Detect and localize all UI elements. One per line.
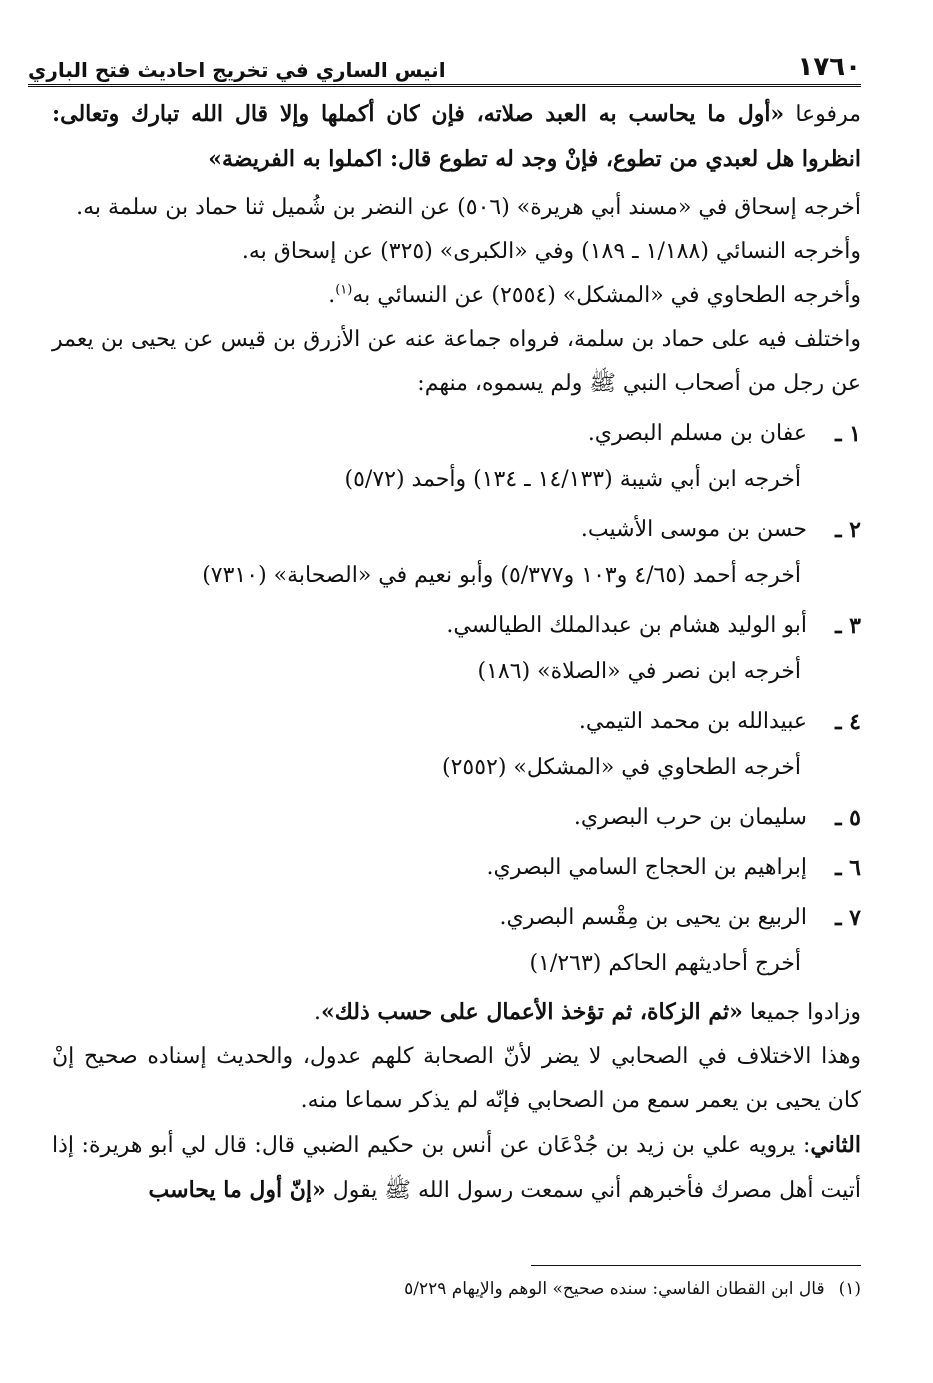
narrators-list — [52, 412, 861, 986]
paragraph-ikhtilaf: واختلف فيه على حماد بن سلمة، فرواه جماعة عنه عن الأزرق بن قيس عن يحيى بن يعمر عن رجل من أصحاب النبي ﷺ ولم يسموه، منهم: — [52, 327, 861, 396]
item-name: سليمان بن حرب البصري. — [573, 805, 807, 830]
list-item — [52, 846, 861, 890]
footnote-marker: (١) — [838, 1279, 861, 1299]
item-source: أخرجه ابن نصر في «الصلاة» (١٨٦) — [477, 659, 801, 684]
paragraph-second-route: الثاني: يرويه علي بن زيد بن جُدْعَان عن أنس بن حكيم الضبي قال: قال لي أبو هريرة: إذا أتيت أهل مصرك فأخبرهم أني سمعت رسول الله ﷺ يقول «إنّ أول ما يحاسب — [52, 1132, 861, 1203]
paragraph-hadith: مرفوعا «أول ما يحاسب به العبد صلاته، فإن كان أكملها وإلا قال الله تبارك وتعالى: انظروا هل لعبدي من تطوع، فإنْ وجد له تطوع قال: اكملوا به الفريضة» — [52, 101, 861, 172]
paragraph-takhrij-2: وأخرجه النسائي (١/١٨٨ ـ ١٨٩) وفي «الكبرى» (٣٢٥) عن إسحاق به. — [241, 239, 861, 264]
list-item — [52, 412, 861, 456]
item-number: ٥ ـ — [835, 805, 861, 831]
paragraph-grading: وهذا الاختلاف في الصحابي لا يضر لأنّ الصحابة كلهم عدول، والحديث إسناده صحيح إنْ كان يحيى بن يعمر سمع من الصحابي فإنّه لم يذكر سماعا منه. — [52, 1044, 861, 1113]
item-name: الربيع بن يحيى بن مِقْسم البصري. — [499, 905, 807, 930]
running-title: انيس الساري في تخريج احاديث فتح الباري — [28, 58, 446, 82]
item-source: أخرجه ابن أبي شيبة (١٤/١٣٣ ـ ١٣٤) وأحمد (٥/٧٢) — [344, 467, 801, 492]
footnote — [52, 1275, 861, 1303]
page-number: ١٧٦٠ — [797, 52, 861, 82]
item-number: ٦ ـ — [835, 855, 861, 881]
item-source: أخرجه أحمد (٤/٦٥ و١٠٣ و٥/٣٧٧) وأبو نعيم في «الصحابة» (٧٣١٠) — [202, 563, 801, 588]
item-name: إبراهيم بن الحجاج السامي البصري. — [486, 855, 807, 880]
main-text — [52, 92, 861, 1213]
page-header — [28, 38, 861, 82]
list-item — [52, 508, 861, 552]
item-source: أخرجه الطحاوي في «المشكل» (٢٥٥٢) — [441, 755, 801, 780]
list-item — [52, 896, 861, 940]
list-item — [52, 796, 861, 840]
item-source: أخرج أحاديثهم الحاكم (١/٢٦٣) — [529, 951, 801, 976]
item-name: عفان بن مسلم البصري. — [587, 421, 807, 446]
list-item — [52, 700, 861, 744]
header-rule — [28, 84, 861, 87]
item-name: أبو الوليد هشام بن عبدالملك الطيالسي. — [446, 613, 807, 638]
item-number: ٣ ـ — [835, 613, 861, 639]
item-name: حسن بن موسى الأشيب. — [580, 517, 807, 542]
paragraph-addition: وزادوا جميعا «ثم الزكاة، ثم تؤخذ الأعمال على حسب ذلك». — [313, 999, 861, 1025]
list-item — [52, 604, 861, 648]
paragraph-takhrij-3: وأخرجه الطحاوي في «المشكل» (٢٥٥٤) عن النسائي به$^{(١)}$. — [328, 282, 861, 308]
footnote-rule — [531, 1265, 861, 1266]
footnote-text: قال ابن القطان الفاسي: سنده صحيح» الوهم والإيهام ٥/٢٢٩ — [404, 1279, 825, 1299]
item-name: عبيدالله بن محمد التيمي. — [578, 709, 807, 734]
footnote-ref[interactable]: (١) — [335, 282, 353, 298]
item-number: ٤ ـ — [835, 709, 861, 735]
item-number: ٢ ـ — [835, 517, 861, 543]
item-number: ٧ ـ — [835, 905, 861, 931]
item-number: ١ ـ — [835, 421, 861, 447]
paragraph-takhrij-1: أخرجه إسحاق في «مسند أبي هريرة» (٥٠٦) عن النضر بن شُميل ثنا حماد بن سلمة به. — [76, 195, 861, 220]
